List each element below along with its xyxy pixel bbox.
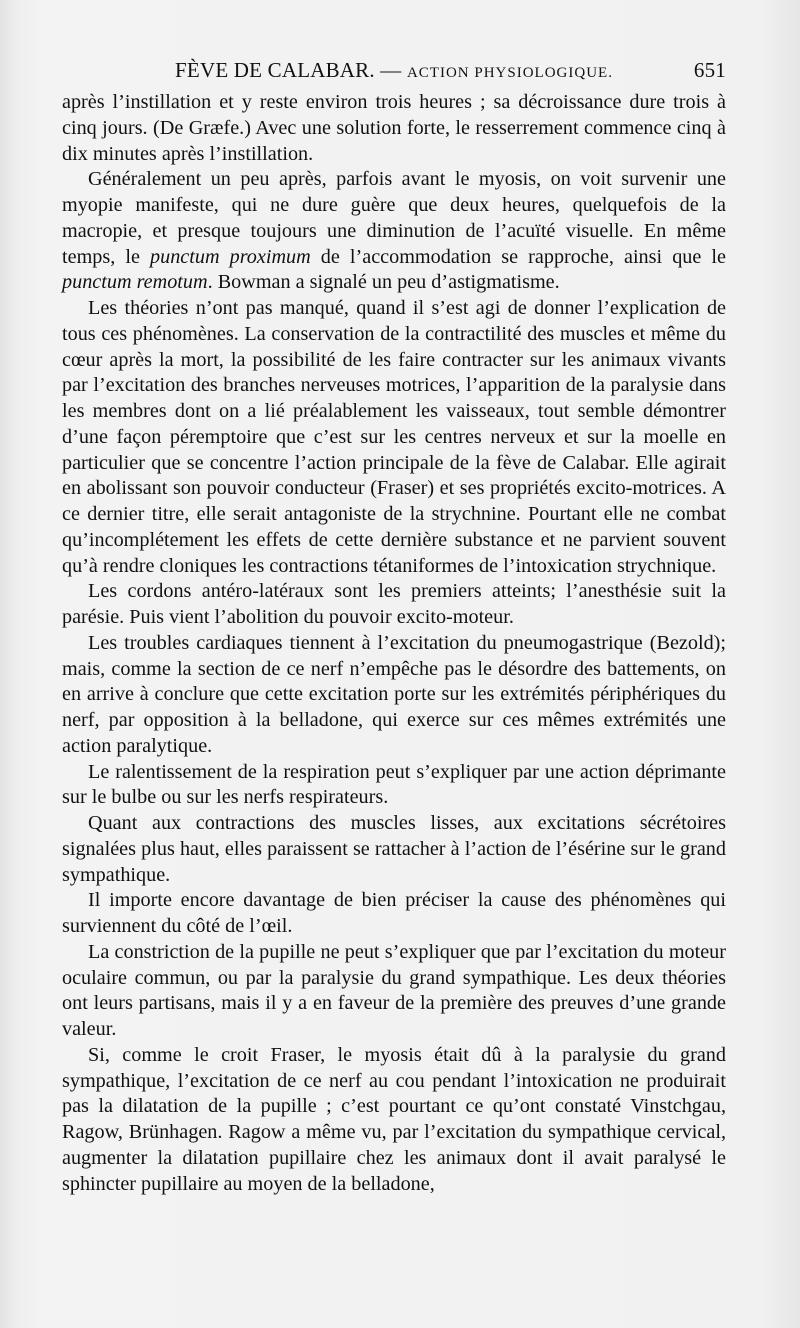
italic-term-punctum-remotum: punctum remotum xyxy=(62,271,208,294)
paragraph-continuation: après l’instillation et y reste environ trois heures ; sa décroissance dure trois à cinq jours. (De Græfe.) Avec une solution forte, le resserrement commence cinq à dix minutes après l’instillation. xyxy=(62,91,726,165)
page-number: 651 xyxy=(693,58,726,82)
paragraph-muscles-lisses: Quant aux contractions des muscles lisses, aux excitations sécrétoires signalées plus haut, elles paraissent se rattacher à l’action de l’ésérine sur le grand sympathique. xyxy=(62,812,726,886)
paragraph-myopie xyxy=(62,167,726,296)
paragraph-constriction: La constriction de la pupille ne peut s’expliquer que par l’excitation du moteur oculaire commun, ou par la paralysie du grand sympathique. Les deux théories ont leurs partisans, mais il y a en faveur de la première des preuves d’une grande valeur. xyxy=(62,940,726,1040)
paragraph-segment: Généralement un peu après, parfois avant le myosis, on voit survenir une myopie manifeste, qui ne dure guère que deux heures, quelquefois de la macropie, et presque toujours une diminution de l’acuïté visuelle. En même temps, le xyxy=(62,168,726,268)
paragraph-respiration: Le ralentissement de la respiration peut s’expliquer par une action déprimante sur le bulbe ou sur les nerfs respirateurs. xyxy=(62,760,726,809)
paragraph-troubles-cardiaques: Les troubles cardiaques tiennent à l’excitation du pneumogastrique (Bezold); mais, comme la section de ce nerf n’empêche pas le désordre des battements, on en arrive à conclure que cette excitation porte sur les extrémités périphériques du nerf, par opposition à la belladone, qui exerce sur ces mêmes extrémités une action paralytique. xyxy=(62,631,726,757)
paragraph-theories: Les théories n’ont pas manqué, quand il s’est agi de donner l’explication de tous ces phénomènes. La conservation de la contractilité des muscles et même du cœur après la mort, la possibilité de les faire contracter sur les animaux vivants par l’excitation des branches nerveuses motrices, l’apparition de la paralysie dans les membres dont on a lié préalablement les vaisseaux, tout semble démontrer d’une façon péremptoire que c’est sur les centres nerveux et sur la moelle en particulier que se concentre l’action principale de la fève de Calabar. Elle agirait en abolissant son pouvoir conducteur (Fraser) et ses propriétés excito-motrices. A ce dernier titre, elle serait antagoniste de la strychnine. Pourtant elle ne combat qu’incomplétement les effets de cette dernière substance et ne parvient souvent qu’à rendre cloniques les contractions tétaniformes de l’intoxication strychnique. xyxy=(62,297,726,577)
running-title-subtitle: ACTION PHYSIOLOGIQUE. xyxy=(406,65,613,81)
running-title xyxy=(62,58,726,83)
running-head xyxy=(62,58,726,88)
paragraph-segment: de l’accommodation se rapproche, ainsi que le xyxy=(310,245,726,268)
paragraph-fraser: Si, comme le croit Fraser, le myosis était dû à la paralysie du grand sympathique, l’excitation de ce nerf au cou pendant l’intoxication ne produirait pas la dilatation de la pupille ; c’est pourtant ce qu’ont constaté Vinstchgau, Ragow, Brünhagen. Ragow a même vu, par l’excitation du sympathique cervical, augmenter la dilatation pupillaire chez les animaux dont il avait paralysé le sphincter pupillaire au moyen de la belladone, xyxy=(62,1043,726,1195)
paragraph-cordons: Les cordons antéro-latéraux sont les premiers atteints; l’anesthésie suit la parésie. Puis vient l’abolition du pouvoir excito-moteur. xyxy=(62,580,726,628)
running-title-separator: — xyxy=(374,58,407,82)
running-title-main: FÈVE DE CALABAR. xyxy=(175,58,375,82)
paragraph-segment: . Bowman a signalé un peu d’astigmatisme. xyxy=(207,271,560,294)
paragraph-oeil: Il importe encore davantage de bien préciser la cause des phénomènes qui surviennent du côté de l’œil. xyxy=(62,889,726,937)
italic-term-punctum-proximum: punctum proximum xyxy=(150,245,311,268)
body-text xyxy=(62,90,726,1197)
